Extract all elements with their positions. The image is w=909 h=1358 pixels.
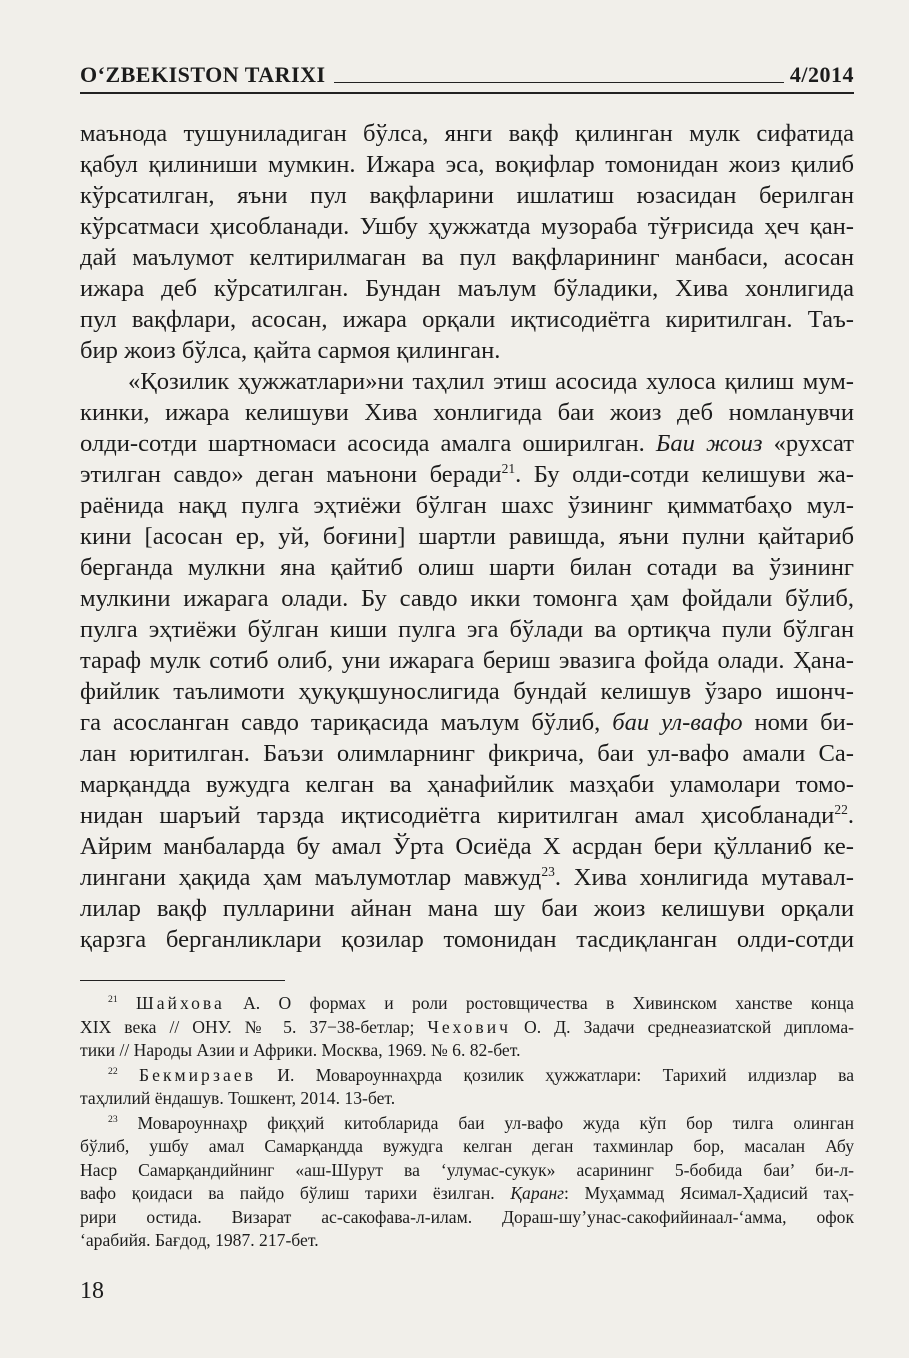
footnote-marker: 21 [108, 994, 118, 1006]
footnote-line: $^{23}$ Мовароуннаҳр фиқҳий китобларида баи ул-вафо жуда кўп бор тилга олинган [108, 1112, 854, 1133]
footnote-line: XIX века // ОНУ. № 5. 37−38-бетлар; Чехович О. Д. Задачи среднеазиатской диплома- [80, 1016, 854, 1037]
text-line: фийлик таълимоти ҳуқуқшунослигида бундай келишув ўзаро ишонч- [80, 678, 854, 705]
paragraph-1 [80, 118, 854, 366]
author-name: Чехович [427, 1016, 511, 1037]
footnote-line: вафо қоидаси ва пайдо бўлиш тарихи ёзилган. Қаранг: Муҳаммад Ясимал-Ҳадисий таҳ- [80, 1183, 854, 1203]
term-bai-ul-vafo: баи ул-вафо [612, 709, 743, 736]
text-line: Айрим манбаларда бу амал Ўрта Осиёда X асрдан бери қўлланиб ке- [80, 833, 854, 860]
text-line: қабул қилиниши мумкин. Ижара эса, воқифлар томонидан жоиз қилиб [80, 151, 854, 178]
footnote-ref-22[interactable]: 22 [834, 801, 848, 817]
author-name: Бекмирзаев [139, 1064, 256, 1085]
main-text [80, 118, 854, 955]
term-bai-joiz: Баи жоиз [655, 430, 763, 457]
footnote-line: ‘арабийя. Бағдод, 1987. 217-бет. [80, 1230, 319, 1250]
footnote-line: $^{21}$ Шайхова А. О формах и роли ростовщичества в Хивинском ханстве конца [108, 993, 854, 1013]
text-line: «Қозилик ҳужжатлари»ни таҳлил этиш асосида хулоса қилиш мум- [128, 368, 854, 395]
text-line: олди-сотди шартномаси асосида амалга оширилган. Баи жоиз «рухсат [80, 430, 854, 457]
footnotes [80, 992, 854, 1254]
footnote-line: Наср Самарқандийнинг «аш-Шурут ва ‘улумас-сукук» асарининг 5-бобида баи’ би-л- [80, 1159, 854, 1180]
author-name: Шайхова [136, 993, 225, 1013]
text-line: кўрсатмаси ҳисобланади. Ушбу ҳужжатда музораба тўғрисида ҳеч қан- [80, 213, 854, 240]
text-line: марқандда вужудга келган ва ҳанафийлик мазҳаби уламолари томо- [80, 771, 854, 798]
text-line: маънода тушуниладиган бўлса, янги вақф қилинган мулк сифатида [80, 120, 854, 147]
text-line: лингани ҳақида ҳам маълумотлар мавжуд$^{23}$. Хива хонлигида мутавал- [80, 863, 854, 891]
issue-number: 4/2014 [789, 62, 854, 87]
text-line: лан юритилган. Баъзи олимларнинг фикрича, баи ул-вафо амали Са- [80, 740, 854, 767]
text-line: раёнида нақд пулга эҳтиёжи бўлган шахс ўзининг қимматбаҳо мул- [80, 492, 854, 519]
header-rule [334, 82, 784, 83]
footnote-ref-21[interactable]: 21 [501, 460, 516, 476]
text-line: бир жоиз бўлса, қайта сармоя қилинган. [80, 337, 501, 364]
text-line: мулкини ижарага олади. Бу савдо икки томонга ҳам фойдали бўлиб, [80, 585, 854, 612]
text-line: қарзга берганликлари қозилар томонидан тасдиқланган олди-сотди [80, 926, 854, 953]
text-line: дай маълумот келтирилмаган ва пул вақфларининг манбаси, асосан [80, 244, 854, 271]
text-line: кўрсатилган, яъни пул вақфларини ишлатиш юзасидан берилган [80, 182, 854, 209]
footnote-23 [80, 1112, 854, 1253]
paragraph-2 [80, 366, 854, 955]
text-line: берганда мулкни яна қайтиб олиш шарти билан сотади ва ўзининг [80, 554, 854, 581]
text-line: ижара деб кўрсатилган. Бундан маълум бўладики, Хива хонлигида [80, 275, 854, 302]
footnote-line: $^{22}$ Бекмирзаев И. Мовароуннаҳрда қозилик ҳужжатлари: Тарихий илдизлар ва [108, 1064, 855, 1085]
page-number: 18 [80, 1278, 104, 1304]
footnote-marker: 23 [108, 1113, 118, 1125]
footnote-separator [80, 980, 285, 981]
footnote-line: рири остида. Визарат ас-сакофава-л-илам. Дораш-шу’унас-сакофийинаал-‘амма, офок [80, 1206, 854, 1227]
text-line: пулга эҳтиёжи бўлган киши пулга эга бўлади ва ортиқча пули бўлган [80, 616, 854, 643]
footnote-22 [80, 1064, 854, 1111]
footnote-line: бўлиб, ушбу амал Самарқандда вужудга келган деган тахминлар бор, масалан Абу [80, 1136, 854, 1156]
footnote-21 [80, 992, 854, 1063]
text-line: га асосланган савдо тариқасида маълум бўлиб, баи ул-вафо номи би- [80, 709, 854, 736]
text-line: пул вақфлари, асосан, ижара орқали иқтисодиётга киритилган. Таъ- [80, 306, 854, 333]
text-line: кинки, ижара келишуви Хива хонлигида баи жоиз деб номланувчи [80, 399, 854, 426]
journal-title: O‘ZBEKISTON TARIXI [80, 62, 326, 87]
see-reference: Қаранг [510, 1183, 565, 1203]
running-header [80, 62, 854, 88]
footnote-line: тики // Народы Азии и Африки. Москва, 1969. № 6. 82-бет. [80, 1040, 521, 1060]
header-divider [80, 92, 854, 94]
footnote-line: таҳлилий ёндашув. Тошкент, 2014. 13-бет. [80, 1088, 396, 1108]
text-line: этилган савдо» деган маънони беради$^{21}$. Бу олди-сотди келишуви жа- [80, 460, 854, 488]
footnote-marker: 22 [108, 1065, 118, 1077]
text-line: лилар вақф пулларини айнан мана шу баи жоиз келишуви орқали [80, 895, 854, 922]
text-line: тараф мулк сотиб олиб, уни ижарага бериш эвазига фойда олади. Ҳана- [80, 647, 854, 674]
footnote-ref-23[interactable]: 23 [541, 863, 555, 879]
text-line: нидан шаръий тарзда иқтисодиётга киритилган амал ҳисобланади$^{22}$. [80, 801, 854, 829]
text-line: кини [асосан ер, уй, боғини] шартли равишда, яъни пулни қайтариб [80, 523, 854, 550]
